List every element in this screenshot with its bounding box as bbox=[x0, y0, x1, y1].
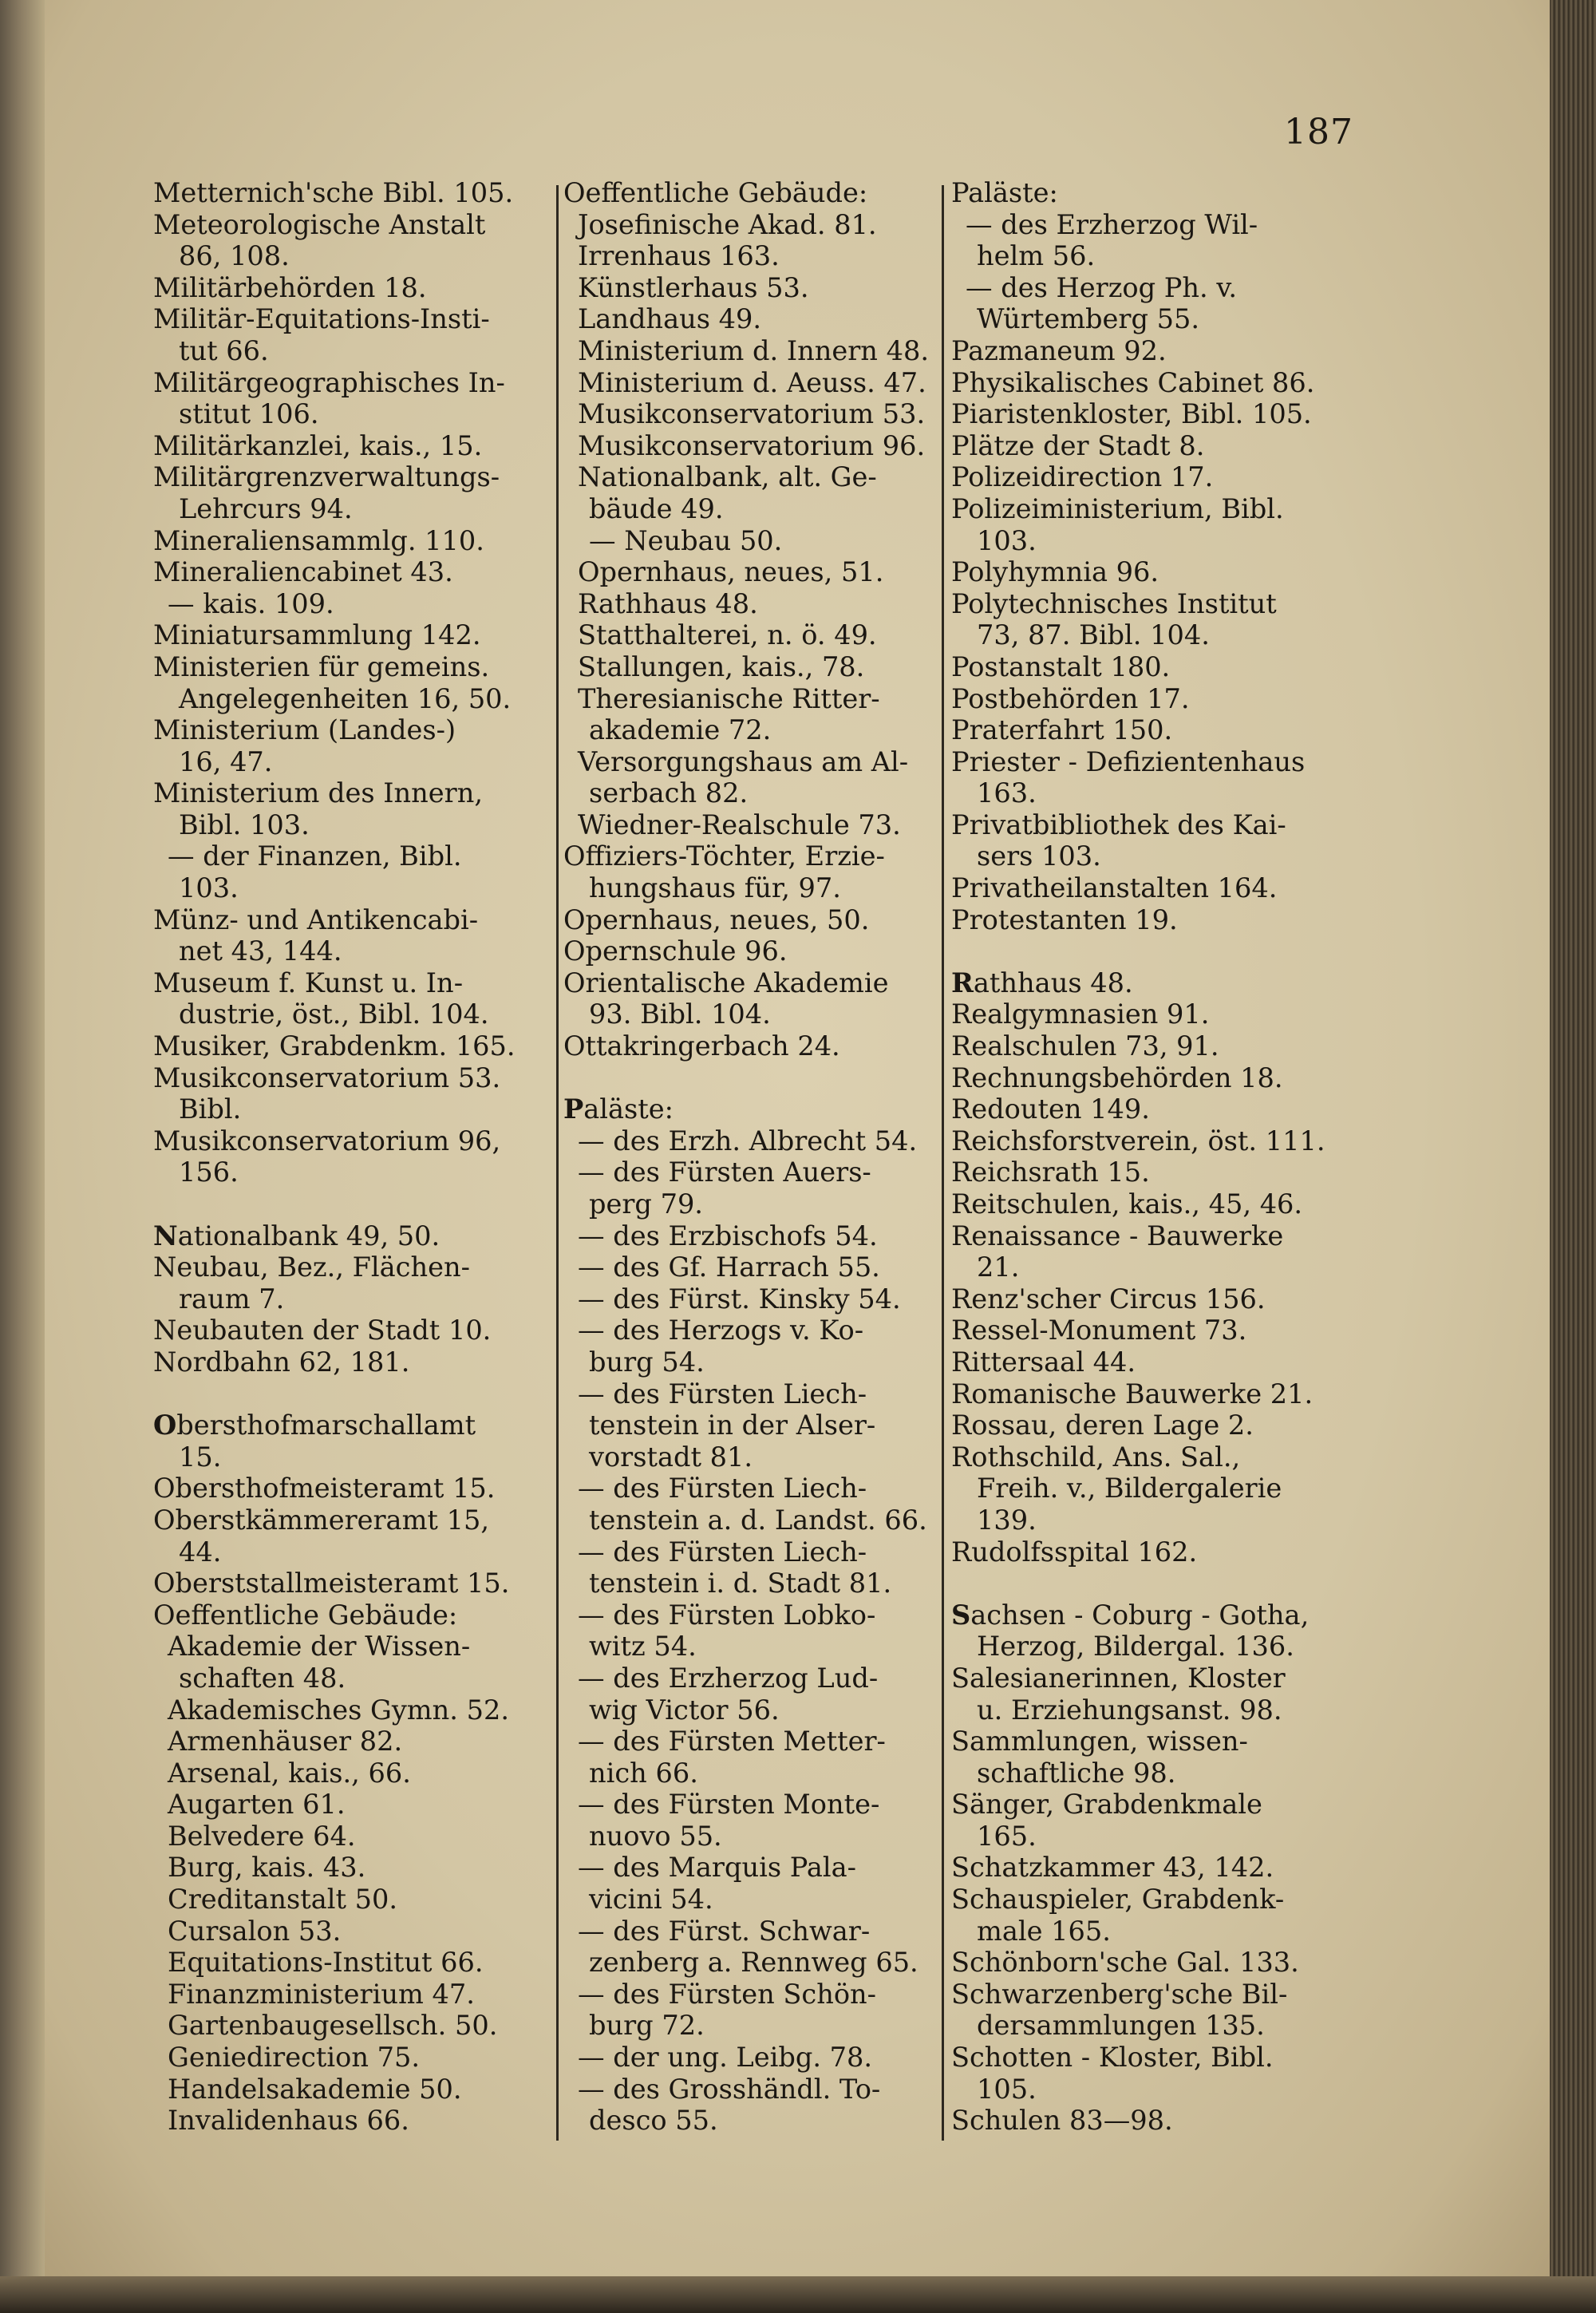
index-entry-line: Realschulen 73, 91. bbox=[951, 1030, 1219, 1062]
index-entry-line: Metternich'sche Bibl. 105. bbox=[153, 177, 514, 208]
index-entry-line: — des Herzog Ph. v. bbox=[966, 271, 1238, 303]
index-entry-line: 86, 108. bbox=[179, 240, 290, 272]
index-entry-line: 16, 47. bbox=[179, 745, 273, 777]
index-entry-line: bäude 49. bbox=[589, 492, 724, 524]
index-entry-line: Militärbehörden 18. bbox=[153, 271, 427, 303]
index-entry-line: Freih. v., Bildergalerie bbox=[977, 1473, 1282, 1504]
index-entry-line: 163. bbox=[977, 777, 1037, 809]
index-entry-line: helm 56. bbox=[977, 240, 1096, 272]
index-entry-line: 105. bbox=[977, 2073, 1037, 2105]
index-entry-line: Militärgeographisches In- bbox=[153, 366, 505, 398]
index-entry-line: nuovo 55. bbox=[589, 1820, 722, 1852]
index-entry-line: Equitations-Institut 66. bbox=[168, 1947, 484, 1979]
index-entry-line: — des Fürsten Auers- bbox=[578, 1156, 871, 1188]
index-entry-line: Gartenbaugesellsch. 50. bbox=[168, 2010, 498, 2042]
index-entry-section-start: Sachsen - Coburg - Gotha, bbox=[951, 1599, 1310, 1631]
index-column-2 bbox=[563, 177, 940, 2141]
index-entry-line: Opernhaus, neues, 50. bbox=[563, 903, 870, 935]
index-entry-line: 156. bbox=[179, 1156, 239, 1188]
index-entry-line: — Neubau 50. bbox=[589, 524, 783, 556]
section-gap bbox=[153, 1378, 549, 1410]
index-entry-line: Josefinische Akad. 81. bbox=[578, 208, 877, 240]
index-entry-line: Rathhaus 48. bbox=[578, 587, 758, 619]
index-entry-line: dustrie, öst., Bibl. 104. bbox=[179, 998, 489, 1030]
index-entry-line: Militärkanzlei, kais., 15. bbox=[153, 429, 483, 461]
index-entry-line: Obersthofmeisteramt 15. bbox=[153, 1473, 496, 1504]
section-gap bbox=[563, 1062, 940, 1094]
index-entry-line: serbach 82. bbox=[589, 777, 749, 809]
index-entry-line: Orientalische Akademie bbox=[563, 967, 889, 998]
index-entry-line: Sammlungen, wissen- bbox=[951, 1726, 1248, 1757]
index-entry-line: Piaristenkloster, Bibl. 105. bbox=[951, 398, 1312, 430]
index-entry-line: Protestanten 19. bbox=[951, 903, 1178, 935]
index-entry-line: — des Fürsten Liech- bbox=[578, 1473, 867, 1504]
index-entry-line: — des Fürsten Metter- bbox=[578, 1726, 886, 1757]
index-entry-line: 73, 87. Bibl. 104. bbox=[977, 619, 1210, 651]
index-entry-line: Ministerium d. Innern 48. bbox=[578, 334, 929, 366]
index-entry-line: Theresianische Ritter- bbox=[578, 682, 880, 714]
index-entry-line: Paläste: bbox=[951, 177, 1058, 208]
index-entry-line: burg 54. bbox=[589, 1346, 705, 1378]
index-entry-line: wig Victor 56. bbox=[589, 1694, 780, 1726]
index-entry-line: Pazmaneum 92. bbox=[951, 334, 1167, 366]
index-entry-line: — des Marquis Pala- bbox=[578, 1852, 856, 1884]
index-entry-line: Militärgrenzverwaltungs- bbox=[153, 461, 500, 493]
index-entry-section-start: Paläste: bbox=[563, 1093, 674, 1125]
index-entry-line: Musiker, Grabdenkm. 165. bbox=[153, 1030, 516, 1062]
index-entry-line: burg 72. bbox=[589, 2010, 705, 2042]
index-entry-line: — des Gf. Harrach 55. bbox=[578, 1251, 880, 1283]
index-entry-line: Museum f. Kunst u. In- bbox=[153, 967, 464, 998]
index-entry-line: hungshaus für, 97. bbox=[589, 872, 841, 904]
index-entry-line: Oberstkämmereramt 15, bbox=[153, 1504, 489, 1536]
index-entry-line: 103. bbox=[179, 872, 239, 904]
index-entry-line: zenberg a. Rennweg 65. bbox=[589, 1947, 918, 1979]
index-entry-line: Reichsforstverein, öst. 111. bbox=[951, 1125, 1325, 1156]
index-entry-line: Landhaus 49. bbox=[578, 303, 762, 335]
index-entry-line: — des Erzh. Albrecht 54. bbox=[578, 1125, 918, 1156]
index-entry-line: Meteorologische Anstalt bbox=[153, 208, 486, 240]
index-entry-line: Invalidenhaus 66. bbox=[168, 2105, 409, 2137]
page-fore-edge bbox=[1550, 0, 1596, 2313]
index-entry-line: Opernschule 96. bbox=[563, 935, 788, 967]
index-entry-line: Oberststallmeisteramt 15. bbox=[153, 1568, 510, 1599]
index-entry-line: Nordbahn 62, 181. bbox=[153, 1346, 410, 1378]
index-entry-line: Bibl. bbox=[179, 1093, 242, 1125]
index-entry-line: witz 54. bbox=[589, 1631, 697, 1663]
index-entry-section-start: Nationalbank 49, 50. bbox=[153, 1220, 440, 1251]
index-entry-line: Ministerien für gemeins. bbox=[153, 650, 490, 682]
column-rule-2 bbox=[942, 185, 944, 2141]
index-entry-line: Akademie der Wissen- bbox=[168, 1631, 471, 1663]
index-entry-line: 21. bbox=[977, 1251, 1020, 1283]
section-gap bbox=[153, 1188, 549, 1220]
index-entry-line: Oeffentliche Gebäude: bbox=[153, 1599, 458, 1631]
index-entry-line: Opernhaus, neues, 51. bbox=[578, 556, 884, 588]
section-initial-letter: N bbox=[153, 1220, 178, 1251]
index-entry-line: sers 103. bbox=[977, 840, 1101, 872]
index-entry-line: Privatbibliothek des Kai- bbox=[951, 809, 1286, 840]
index-entry-line: — des Herzogs v. Ko- bbox=[578, 1315, 864, 1346]
index-entry-line: Geniedirection 75. bbox=[168, 2042, 421, 2074]
index-entry-line: Redouten 149. bbox=[951, 1093, 1150, 1125]
index-entry-line: Polytechnisches Institut bbox=[951, 587, 1277, 619]
index-entry-line: perg 79. bbox=[589, 1188, 703, 1220]
index-entry-line: Arsenal, kais., 66. bbox=[168, 1757, 411, 1789]
index-entry-line: Nationalbank, alt. Ge- bbox=[578, 461, 877, 493]
index-entry-line: Schatzkammer 43, 142. bbox=[951, 1852, 1274, 1884]
index-entry-line: Rechnungsbehörden 18. bbox=[951, 1062, 1283, 1093]
page-bottom-edge bbox=[0, 2276, 1596, 2313]
index-entry-section-start: Obersthofmarschallamt bbox=[153, 1410, 476, 1441]
index-entry-line: 44. bbox=[179, 1536, 222, 1568]
index-entry-line: Schotten - Kloster, Bibl. bbox=[951, 2042, 1274, 2074]
section-gap bbox=[951, 1568, 1345, 1599]
index-entry-line: — des Fürst. Kinsky 54. bbox=[578, 1283, 901, 1315]
index-entry-line: Mineraliensammlg. 110. bbox=[153, 524, 484, 556]
index-entry-line: schaftliche 98. bbox=[977, 1757, 1176, 1789]
index-entry-line: 15. bbox=[179, 1441, 222, 1473]
section-initial-letter: P bbox=[563, 1093, 584, 1125]
index-entry-line: 165. bbox=[977, 1820, 1037, 1852]
index-entry-line: Miniatursammlung 142. bbox=[153, 619, 481, 651]
index-entry-line: — der Finanzen, Bibl. bbox=[168, 840, 462, 872]
index-entry-line: dersammlungen 135. bbox=[977, 2010, 1265, 2042]
index-entry-line: tenstein in der Alser- bbox=[589, 1410, 876, 1441]
index-entry-line: Oeffentliche Gebäude: bbox=[563, 177, 868, 208]
index-entry-line: Burg, kais. 43. bbox=[168, 1852, 366, 1884]
index-entry-line: raum 7. bbox=[179, 1283, 285, 1315]
index-entry-line: Reitschulen, kais., 45, 46. bbox=[951, 1188, 1303, 1220]
index-entry-section-start: Rathhaus 48. bbox=[951, 967, 1133, 998]
index-entry-line: Neubauten der Stadt 10. bbox=[153, 1315, 492, 1346]
index-entry-line: Physikalisches Cabinet 86. bbox=[951, 366, 1315, 398]
index-entry-line: Akademisches Gymn. 52. bbox=[168, 1694, 510, 1726]
index-entry-line: Ministerium d. Aeuss. 47. bbox=[578, 366, 926, 398]
index-entry-line: u. Erziehungsanst. 98. bbox=[977, 1694, 1282, 1726]
index-entry-line: Versorgungshaus am Al- bbox=[578, 745, 909, 777]
index-entry-line: stitut 106. bbox=[179, 398, 319, 430]
index-entry-line: — des Fürsten Liech- bbox=[578, 1536, 867, 1568]
index-entry-line: Irrenhaus 163. bbox=[578, 240, 780, 272]
index-entry-line: Mineraliencabinet 43. bbox=[153, 556, 453, 588]
index-entry-line: vorstadt 81. bbox=[589, 1441, 753, 1473]
index-entry-line: Rothschild, Ans. Sal., bbox=[951, 1441, 1241, 1473]
index-entry-line: Rudolfsspital 162. bbox=[951, 1536, 1198, 1568]
index-entry-line: Neubau, Bez., Flächen- bbox=[153, 1251, 470, 1283]
index-entry-line: Würtemberg 55. bbox=[977, 303, 1200, 335]
index-entry-line: desco 55. bbox=[589, 2105, 718, 2137]
column-rule-1 bbox=[556, 185, 559, 2141]
index-entry-line: Statthalterei, n. ö. 49. bbox=[578, 619, 877, 651]
index-entry-line: Ottakringerbach 24. bbox=[563, 1030, 840, 1062]
index-entry-line: Wiedner-Realschule 73. bbox=[578, 809, 901, 840]
index-entry-line: akademie 72. bbox=[589, 714, 772, 746]
book-spine-shadow bbox=[0, 0, 45, 2313]
index-entry-line: Praterfahrt 150. bbox=[951, 714, 1173, 746]
index-column-3 bbox=[951, 177, 1345, 2141]
index-entry-line: Bibl. 103. bbox=[179, 809, 310, 840]
index-entry-line: Renz'scher Circus 156. bbox=[951, 1283, 1266, 1315]
index-entry-line: Künstlerhaus 53. bbox=[578, 271, 809, 303]
index-entry-line: — der ung. Leibg. 78. bbox=[578, 2042, 873, 2074]
index-entry-line: Musikconservatorium 96, bbox=[153, 1125, 501, 1156]
index-entry-line: Finanzministerium 47. bbox=[168, 1978, 475, 2010]
index-entry-line: — kais. 109. bbox=[168, 587, 334, 619]
index-entry-line: Ressel-Monument 73. bbox=[951, 1315, 1247, 1346]
index-entry-line: Offiziers-Töchter, Erzie- bbox=[563, 840, 885, 872]
index-entry-line: Polizeiministerium, Bibl. bbox=[951, 492, 1284, 524]
index-entry-line: Schönborn'sche Gal. 133. bbox=[951, 1947, 1299, 1979]
section-gap bbox=[951, 935, 1345, 967]
index-entry-line: Angelegenheiten 16, 50. bbox=[179, 682, 512, 714]
index-entry-line: — des Erzherzog Wil- bbox=[966, 208, 1258, 240]
index-entry-line: Schwarzenberg'sche Bil- bbox=[951, 1978, 1288, 2010]
index-entry-line: male 165. bbox=[977, 1915, 1111, 1947]
index-entry-line: Plätze der Stadt 8. bbox=[951, 429, 1205, 461]
index-entry-line: Postbehörden 17. bbox=[951, 682, 1190, 714]
index-entry-line: Rittersaal 44. bbox=[951, 1346, 1136, 1378]
index-entry-line: nich 66. bbox=[589, 1757, 698, 1789]
index-column-1 bbox=[153, 177, 549, 2141]
index-entry-line: Militär-Equitations-Insti- bbox=[153, 303, 490, 335]
index-entry-line: tenstein i. d. Stadt 81. bbox=[589, 1568, 892, 1599]
index-entry-line: Polizeidirection 17. bbox=[951, 461, 1214, 493]
index-entry-line: Priester - Defizientenhaus bbox=[951, 745, 1306, 777]
index-entry-line: Armenhäuser 82. bbox=[168, 1726, 403, 1757]
index-entry-line: tenstein a. d. Landst. 66. bbox=[589, 1504, 927, 1536]
index-entry-line: Reichsrath 15. bbox=[951, 1156, 1150, 1188]
index-entry-line: Herzog, Bildergal. 136. bbox=[977, 1631, 1294, 1663]
index-entry-line: Sänger, Grabdenkmale bbox=[951, 1789, 1262, 1821]
index-entry-line: — des Erzbischofs 54. bbox=[578, 1220, 878, 1251]
index-entry-line: — des Fürst. Schwar- bbox=[578, 1915, 871, 1947]
index-entry-line: — des Fürsten Schön- bbox=[578, 1978, 877, 2010]
index-entry-line: Cursalon 53. bbox=[168, 1915, 342, 1947]
section-initial-letter: R bbox=[951, 967, 974, 998]
index-entry-line: — des Erzherzog Lud- bbox=[578, 1662, 879, 1694]
index-entry-line: Handelsakademie 50. bbox=[168, 2073, 462, 2105]
index-entry-line: vicini 54. bbox=[589, 1884, 713, 1916]
index-entry-line: net 43, 144. bbox=[179, 935, 342, 967]
index-entry-line: Creditanstalt 50. bbox=[168, 1884, 398, 1916]
index-entry-line: schaften 48. bbox=[179, 1662, 346, 1694]
index-entry-line: Schulen 83—98. bbox=[951, 2105, 1173, 2137]
index-entry-line: Realgymnasien 91. bbox=[951, 998, 1210, 1030]
index-entry-line: tut 66. bbox=[179, 334, 269, 366]
index-entry-line: Privatheilanstalten 164. bbox=[951, 872, 1278, 904]
index-entry-line: 139. bbox=[977, 1504, 1037, 1536]
index-entry-line: Musikconservatorium 53. bbox=[578, 398, 926, 430]
index-entry-line: Postanstalt 180. bbox=[951, 650, 1171, 682]
index-entry-line: Rossau, deren Lage 2. bbox=[951, 1410, 1254, 1441]
index-entry-line: Romanische Bauwerke 21. bbox=[951, 1378, 1314, 1410]
index-entry-line: Ministerium (Landes-) bbox=[153, 714, 456, 746]
index-entry-line: Salesianerinnen, Kloster bbox=[951, 1662, 1286, 1694]
index-entry-line: Polyhymnia 96. bbox=[951, 556, 1159, 588]
index-entry-line: Ministerium des Innern, bbox=[153, 777, 484, 809]
index-entry-line: 103. bbox=[977, 524, 1037, 556]
section-initial-letter: O bbox=[153, 1410, 177, 1441]
index-entry-line: Lehrcurs 94. bbox=[179, 492, 353, 524]
index-entry-line: 93. Bibl. 104. bbox=[589, 998, 771, 1030]
index-entry-line: Musikconservatorium 96. bbox=[578, 429, 926, 461]
index-entry-line: Stallungen, kais., 78. bbox=[578, 650, 865, 682]
page-number: 187 bbox=[1284, 112, 1353, 152]
index-entry-line: Augarten 61. bbox=[168, 1789, 346, 1821]
index-entry-line: Belvedere 64. bbox=[168, 1820, 356, 1852]
index-entry-line: Renaissance - Bauwerke bbox=[951, 1220, 1284, 1251]
section-initial-letter: S bbox=[951, 1599, 971, 1631]
index-entry-line: — des Fürsten Monte- bbox=[578, 1789, 880, 1821]
index-entry-line: Schauspieler, Grabdenk- bbox=[951, 1884, 1285, 1916]
index-entry-line: Münz- und Antikencabi- bbox=[153, 903, 479, 935]
index-entry-line: — des Fürsten Lobko- bbox=[578, 1599, 876, 1631]
index-entry-line: Musikconservatorium 53. bbox=[153, 1062, 501, 1093]
index-entry-line: — des Fürsten Liech- bbox=[578, 1378, 867, 1410]
index-entry-line: — des Grosshändl. To- bbox=[578, 2073, 881, 2105]
